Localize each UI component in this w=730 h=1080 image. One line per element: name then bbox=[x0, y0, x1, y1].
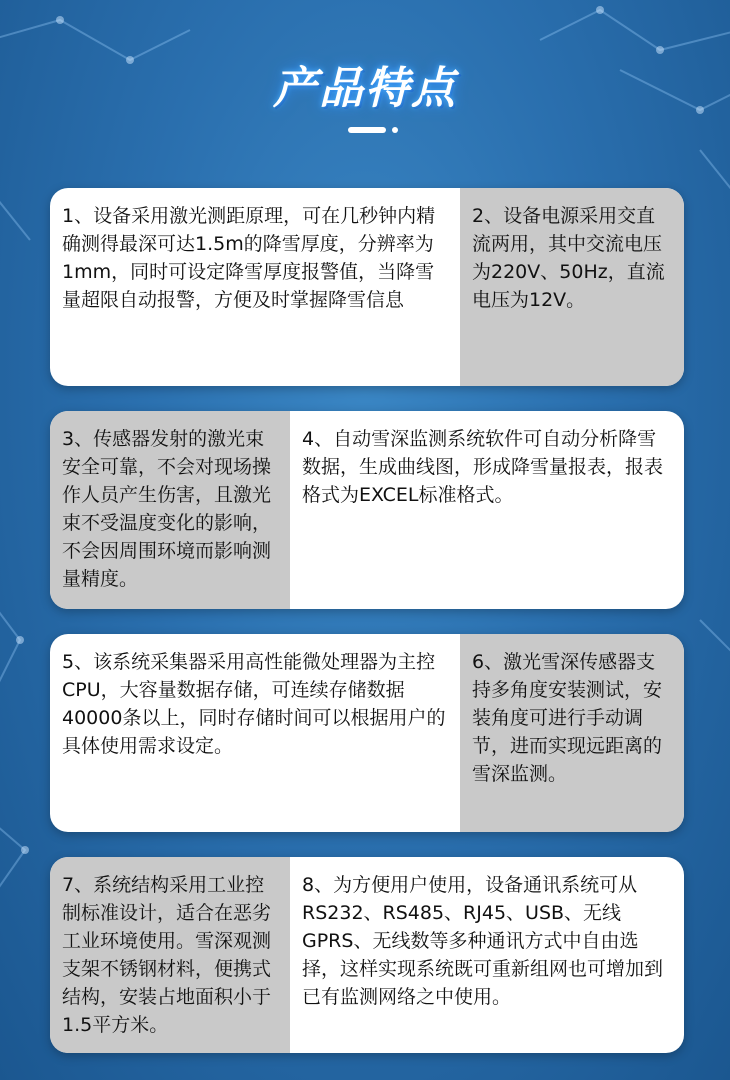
feature-5-cell bbox=[50, 634, 460, 832]
feature-card-5-6 bbox=[50, 634, 684, 832]
feature-card-3-4 bbox=[50, 411, 684, 609]
feature-1-text: 1、设备采用激光测距原理，可在几秒钟内精确测得最深可达1.5m的降雪厚度，分辨率为1mm，同时可设定降雪厚度报警值，当降雪量超限自动报警，方便及时掌握降雪信息 bbox=[62, 205, 436, 311]
feature-8-text: 8、为方便用户使用，设备通讯系统可从RS232、RS485、RJ45、USB、无线GPRS、无线数等多种通讯方式中自由选择，这样实现系统既可重新组网也可增加到已有监测网络之中使用。 bbox=[302, 874, 664, 1008]
title-underline bbox=[348, 127, 398, 133]
feature-2-cell bbox=[460, 188, 684, 386]
feature-2-text: 2、设备电源采用交直流两用，其中交流电压为220V、50Hz，直流电压为12V。 bbox=[472, 205, 665, 311]
feature-3-cell bbox=[50, 411, 290, 609]
feature-7-text: 7、系统结构采用工业控制标准设计，适合在恶劣工业环境使用。雪深观测支架不锈钢材料，便携式结构，安装占地面积小于1.5平方米。 bbox=[62, 874, 272, 1036]
underline-dot bbox=[392, 127, 398, 133]
feature-card-7-8 bbox=[50, 857, 684, 1053]
feature-8-cell bbox=[290, 857, 684, 1053]
feature-card-1-2 bbox=[50, 188, 684, 386]
feature-4-cell bbox=[290, 411, 684, 609]
page-title: 产品特点 bbox=[273, 63, 457, 114]
feature-4-text: 4、自动雪深监测系统软件可自动分析降雪数据，生成曲线图，形成降雪量报表，报表格式为EXCEL标准格式。 bbox=[302, 428, 664, 506]
feature-1-cell bbox=[50, 188, 460, 386]
feature-5-text: 5、该系统采集器采用高性能微处理器为主控CPU，大容量数据存储，可连续存储数据40000条以上，同时存储时间可以根据用户的具体使用需求设定。 bbox=[62, 651, 446, 757]
feature-6-text: 6、激光雪深传感器支持多角度安装测试，安装角度可进行手动调节，进而实现远距离的雪深监测。 bbox=[472, 651, 663, 785]
feature-7-cell bbox=[50, 857, 290, 1053]
feature-3-text: 3、传感器发射的激光束安全可靠，不会对现场操作人员产生伤害，且激光束不受温度变化的影响，不会因周围环境而影响测量精度。 bbox=[62, 428, 272, 590]
underline-bar bbox=[348, 127, 386, 133]
feature-6-cell bbox=[460, 634, 684, 832]
